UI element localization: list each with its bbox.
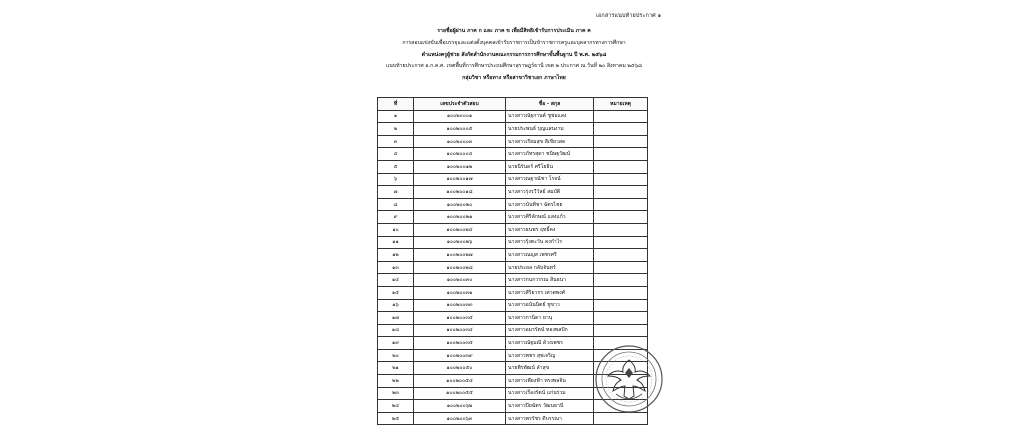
header-line-announcement: แนบท้ายประกาศ อ.ก.ค.ศ. เขตพื้นที่การศึกษาประถมศึกษาสุราษฎร์ธานี เขต ๒ ประกาศ ณ วันที่ ๒๐ สิงหาคม ๒๕๖๘ <box>385 63 643 70</box>
cell-no: ๑๖ <box>378 299 414 312</box>
cell-no: ๒๑ <box>378 362 414 375</box>
cell-name: นางสาวพรรัชร ดีบรรณา <box>506 412 594 425</box>
cell-remark <box>594 223 648 236</box>
cell-no: ๒๕ <box>378 412 414 425</box>
table-row <box>378 135 648 148</box>
cell-name: นางสาวเรืองรัตน์ แก่นร่วม <box>506 387 594 400</box>
cell-remark <box>594 286 648 299</box>
cell-exam-id: ๑๐๐๒๐๐๓๕ <box>414 337 506 350</box>
cell-no: ๑๗ <box>378 312 414 325</box>
cell-exam-id: ๑๐๐๒๐๐๖๓ <box>414 412 506 425</box>
cell-exam-id: ๑๐๐๒๐๐๑๘ <box>414 186 506 199</box>
cell-exam-id: ๑๐๐๒๐๐๒๘ <box>414 261 506 274</box>
table-row <box>378 186 648 199</box>
cell-exam-id: ๑๐๐๒๐๐๓๑ <box>414 286 506 299</box>
cell-remark <box>594 261 648 274</box>
cell-remark <box>594 160 648 173</box>
cell-name: นางสาวเรียมสุข สีเขียวสด <box>506 135 594 148</box>
cell-name: นางสาวณฐาณัชา โรจน์ <box>506 173 594 186</box>
table-row <box>378 198 648 211</box>
cell-no: ๔ <box>378 148 414 161</box>
cell-name: นางสาวรุ่งรวีวัลย์ สมบัติ <box>506 186 594 199</box>
cell-exam-id: ๑๐๐๒๐๐๓๕ <box>414 312 506 325</box>
table-row <box>378 274 648 287</box>
header-line-exam: การสอบแข่งขันเพื่อบรรจุและแต่งตั้งบุคคลเข้ารับราชการเป็นข้าราชการครูและบุคลากรทางการศึกษา <box>402 39 626 46</box>
cell-exam-id: ๑๐๐๒๐๐๓๔ <box>414 324 506 337</box>
cell-no: ๑๑ <box>378 236 414 249</box>
header-line-subject: กลุ่มวิชา หรือทาง หรือสาขาวิชาเอก ภาษาไทย <box>462 75 566 82</box>
table-row <box>378 261 648 274</box>
cell-name: นางสาวธนพร ฤทธิ์คง <box>506 223 594 236</box>
table-row <box>378 123 648 136</box>
cell-name: นายนิรันดร์ ศรีโยธิน <box>506 160 594 173</box>
cell-no: ๒๔ <box>378 400 414 413</box>
cell-name: นางสาวรุ้งตะวัน คงกำไร <box>506 236 594 249</box>
cell-exam-id: ๑๐๐๒๐๐๖๒ <box>414 400 506 413</box>
cell-exam-id: ๑๐๐๒๐๐๓๐ <box>414 274 506 287</box>
cell-exam-id: ๑๐๐๒๐๐๐๑ <box>414 110 506 123</box>
cell-no: ๑ <box>378 110 414 123</box>
cell-name: นางสาวภัทรสุดา ชนิษฐวัฒน์ <box>506 148 594 161</box>
cell-no: ๒ <box>378 123 414 136</box>
cell-remark <box>594 412 648 425</box>
table-row <box>378 249 648 262</box>
document-header <box>370 26 658 85</box>
cell-exam-id: ๑๐๐๒๐๐๒๑ <box>414 211 506 224</box>
cell-name: นางสาวกานิดา ยานุ <box>506 312 594 325</box>
cell-remark <box>594 274 648 287</box>
cell-name: นายพีรพัฒน์ ลำสุข <box>506 362 594 375</box>
cell-exam-id: ๑๐๐๒๐๐๕๐ <box>414 362 506 375</box>
cell-exam-id: ๑๐๐๒๐๐๒๗ <box>414 249 506 262</box>
cell-remark <box>594 173 648 186</box>
cell-no: ๗ <box>378 186 414 199</box>
cell-remark <box>594 211 648 224</box>
cell-name: นายประยล กลับจันทร์ <box>506 261 594 274</box>
cell-name: นางสาวอมรรัตน์ ทองพลปัก <box>506 324 594 337</box>
column-header-name: ชื่อ - สกุล <box>506 98 594 111</box>
table-row <box>378 236 648 249</box>
cell-name: นางสาวศิริลักษณ์ แสงแก้ว <box>506 211 594 224</box>
cell-name: นางสาวสิริยากร เศวตพงศ์ <box>506 286 594 299</box>
table-row <box>378 324 648 337</box>
cell-no: ๑๘ <box>378 324 414 337</box>
table-row <box>378 312 648 325</box>
cell-exam-id: ๑๐๐๒๐๐๑๒ <box>414 160 506 173</box>
table-row <box>378 412 648 425</box>
cell-no: ๒๓ <box>378 387 414 400</box>
cell-name: นางสาวพชร สุขเจริญ <box>506 349 594 362</box>
cell-no: ๑๒ <box>378 249 414 262</box>
cell-remark <box>594 249 648 262</box>
cell-no: ๑๐ <box>378 223 414 236</box>
column-header-no: ที่ <box>378 98 414 111</box>
cell-name: นางสาวอนันนิตย์ ชูขาว <box>506 299 594 312</box>
cell-name: นางสาวณัฐกานต์ ชูช่อแสง <box>506 110 594 123</box>
column-header-exam-id: เลขประจำตัวสอบ <box>414 98 506 111</box>
cell-remark <box>594 312 648 325</box>
cell-remark <box>594 324 648 337</box>
header-line-position: ตำแหน่งครูผู้ช่วย สังกัดสำนักงานคณะกรรมการการศึกษาขั้นพื้นฐาน ปี พ.ศ. ๒๕๖๘ <box>421 51 607 58</box>
header-line-title: รายชื่อผู้ผ่าน ภาค ก และ ภาค ข เพื่อมีสิทธิเข้ารับการประเมิน ภาค ค <box>437 28 591 34</box>
cell-name: นางสาวณญส เพชรศรี <box>506 249 594 262</box>
table-row <box>378 299 648 312</box>
cell-remark <box>594 123 648 136</box>
cell-no: ๕ <box>378 160 414 173</box>
cell-no: ๘ <box>378 198 414 211</box>
garuda-seal-icon <box>594 344 664 414</box>
cell-no: ๑๕ <box>378 286 414 299</box>
cell-no: ๖ <box>378 173 414 186</box>
cell-name: นางสาวณัฐมณี ด้วงเพชร <box>506 337 594 350</box>
table-header-row <box>378 98 648 111</box>
cell-no: ๑๔ <box>378 274 414 287</box>
cell-remark <box>594 135 648 148</box>
table-row <box>378 223 648 236</box>
cell-remark <box>594 148 648 161</box>
cell-name: นางสาวเพียงฟ้า ทรงพลจิน <box>506 375 594 388</box>
cell-no: ๓ <box>378 135 414 148</box>
cell-no: ๑๙ <box>378 337 414 350</box>
cell-exam-id: ๑๐๐๒๐๐๐๕ <box>414 123 506 136</box>
table-row <box>378 211 648 224</box>
cell-exam-id: ๑๐๐๒๐๐๒๔ <box>414 223 506 236</box>
cell-remark <box>594 236 648 249</box>
cell-remark <box>594 198 648 211</box>
table-row <box>378 148 648 161</box>
cell-remark <box>594 299 648 312</box>
cell-name: นางสาวกนกวรรณ สินธนา <box>506 274 594 287</box>
cell-exam-id: ๑๐๐๒๐๐๒๐ <box>414 198 506 211</box>
cell-remark <box>594 186 648 199</box>
table-row <box>378 160 648 173</box>
cell-no: ๒๐ <box>378 349 414 362</box>
table-row <box>378 110 648 123</box>
cell-name: นายประพนธ์ บุญแสนงาม <box>506 123 594 136</box>
column-header-remark: หมายเหตุ <box>594 98 648 111</box>
document-attachment-tag: เอกสารแนบท้ายประกาศ ๑ <box>596 13 662 19</box>
cell-exam-id: ๑๐๐๒๐๐๓๓ <box>414 299 506 312</box>
cell-name: นางสาวนันทิชา ฉัตรไชย <box>506 198 594 211</box>
cell-exam-id: ๑๐๐๒๐๐๐๔ <box>414 148 506 161</box>
cell-exam-id: ๑๐๐๒๐๐๕๔ <box>414 375 506 388</box>
table-row <box>378 286 648 299</box>
cell-exam-id: ๑๐๐๒๐๐๒๖ <box>414 236 506 249</box>
cell-name: นางสาวปิยฉัตร วัฒนธานี <box>506 400 594 413</box>
cell-remark <box>594 110 648 123</box>
cell-exam-id: ๑๐๐๒๐๐๕๕ <box>414 387 506 400</box>
cell-no: ๙ <box>378 211 414 224</box>
cell-exam-id: ๑๐๐๒๐๐๐๓ <box>414 135 506 148</box>
cell-exam-id: ๑๐๐๒๐๐๑๗ <box>414 173 506 186</box>
cell-no: ๑๓ <box>378 261 414 274</box>
cell-no: ๒๒ <box>378 375 414 388</box>
table-row <box>378 173 648 186</box>
cell-exam-id: ๑๐๐๒๐๐๓๙ <box>414 349 506 362</box>
